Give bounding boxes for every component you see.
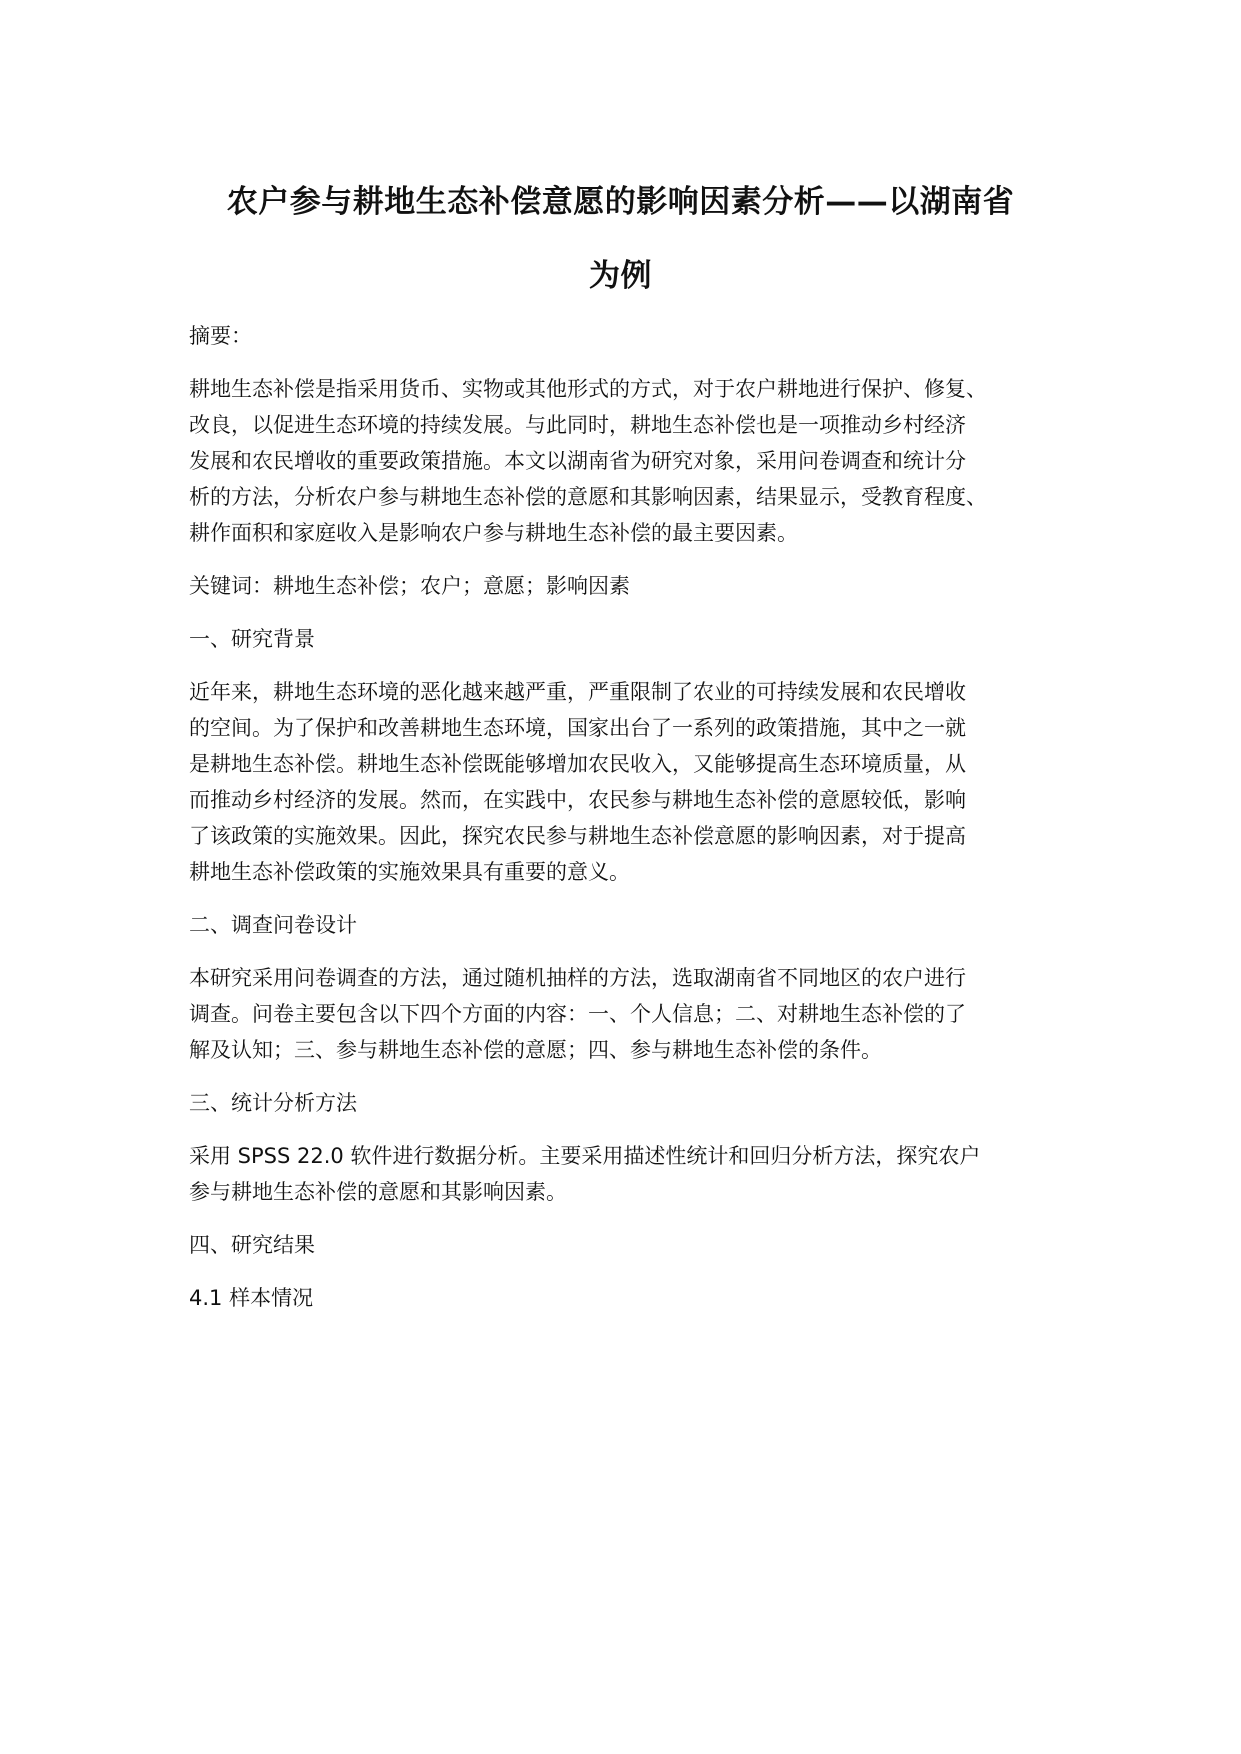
section-paragraph-line: 参与耕地生态补偿的意愿和其影响因素。 (189, 1180, 567, 1204)
abstract-line: 改良，以促进生态环境的持续发展。与此同时，耕地生态补偿也是一项推动乡村经济 (189, 413, 966, 437)
abstract-label: 摘要： (189, 324, 252, 348)
section-paragraph-line: 本研究采用问卷调查的方法，通过随机抽样的方法，选取湖南省不同地区的农户进行 (189, 966, 966, 990)
section-paragraph-line: 调查。问卷主要包含以下四个方面的内容：一、个人信息；二、对耕地生态补偿的了 (189, 1002, 966, 1026)
section-heading-results: 四、研究结果 (189, 1233, 315, 1257)
section-paragraph-line: 采用 SPSS 22.0 软件进行数据分析。主要采用描述性统计和回归分析方法，探究农户 (189, 1144, 981, 1168)
abstract-line: 耕地生态补偿是指采用货币、实物或其他形式的方式，对于农户耕地进行保护、修复、 (189, 377, 987, 401)
section-paragraph-line: 解及认知；三、参与耕地生态补偿的意愿；四、参与耕地生态补偿的条件。 (189, 1038, 882, 1062)
section-paragraph-line: 近年来，耕地生态环境的恶化越来越严重，严重限制了农业的可持续发展和农民增收 (189, 680, 966, 704)
subsection-heading: 4.1 样本情况 (189, 1286, 314, 1310)
abstract-line: 析的方法，分析农户参与耕地生态补偿的意愿和其影响因素，结果显示，受教育程度、 (189, 485, 987, 509)
section-heading-methods: 三、统计分析方法 (189, 1091, 357, 1115)
section-heading-questionnaire: 二、调查问卷设计 (189, 913, 357, 937)
document-title-line-2: 为例 (589, 258, 652, 294)
section-paragraph-line: 了该政策的实施效果。因此，探究农民参与耕地生态补偿意愿的影响因素，对于提高 (189, 824, 966, 848)
section-paragraph-line: 的空间。为了保护和改善耕地生态环境，国家出台了一系列的政策措施，其中之一就 (189, 716, 966, 740)
section-paragraph-line: 是耕地生态补偿。耕地生态补偿既能够增加农民收入，又能够提高生态环境质量，从 (189, 752, 966, 776)
section-paragraph-line: 耕地生态补偿政策的实施效果具有重要的意义。 (189, 860, 630, 884)
keywords: 关键词：耕地生态补偿；农户；意愿；影响因素 (189, 574, 630, 598)
section-heading-background: 一、研究背景 (189, 627, 315, 651)
section-paragraph-line: 而推动乡村经济的发展。然而，在实践中，农民参与耕地生态补偿的意愿较低，影响 (189, 788, 966, 812)
abstract-line: 耕作面积和家庭收入是影响农户参与耕地生态补偿的最主要因素。 (189, 521, 798, 545)
abstract-line: 发展和农民增收的重要政策措施。本文以湖南省为研究对象，采用问卷调查和统计分 (189, 449, 966, 473)
document-title-line-1: 农户参与耕地生态补偿意愿的影响因素分析——以湖南省 (226, 184, 1015, 220)
